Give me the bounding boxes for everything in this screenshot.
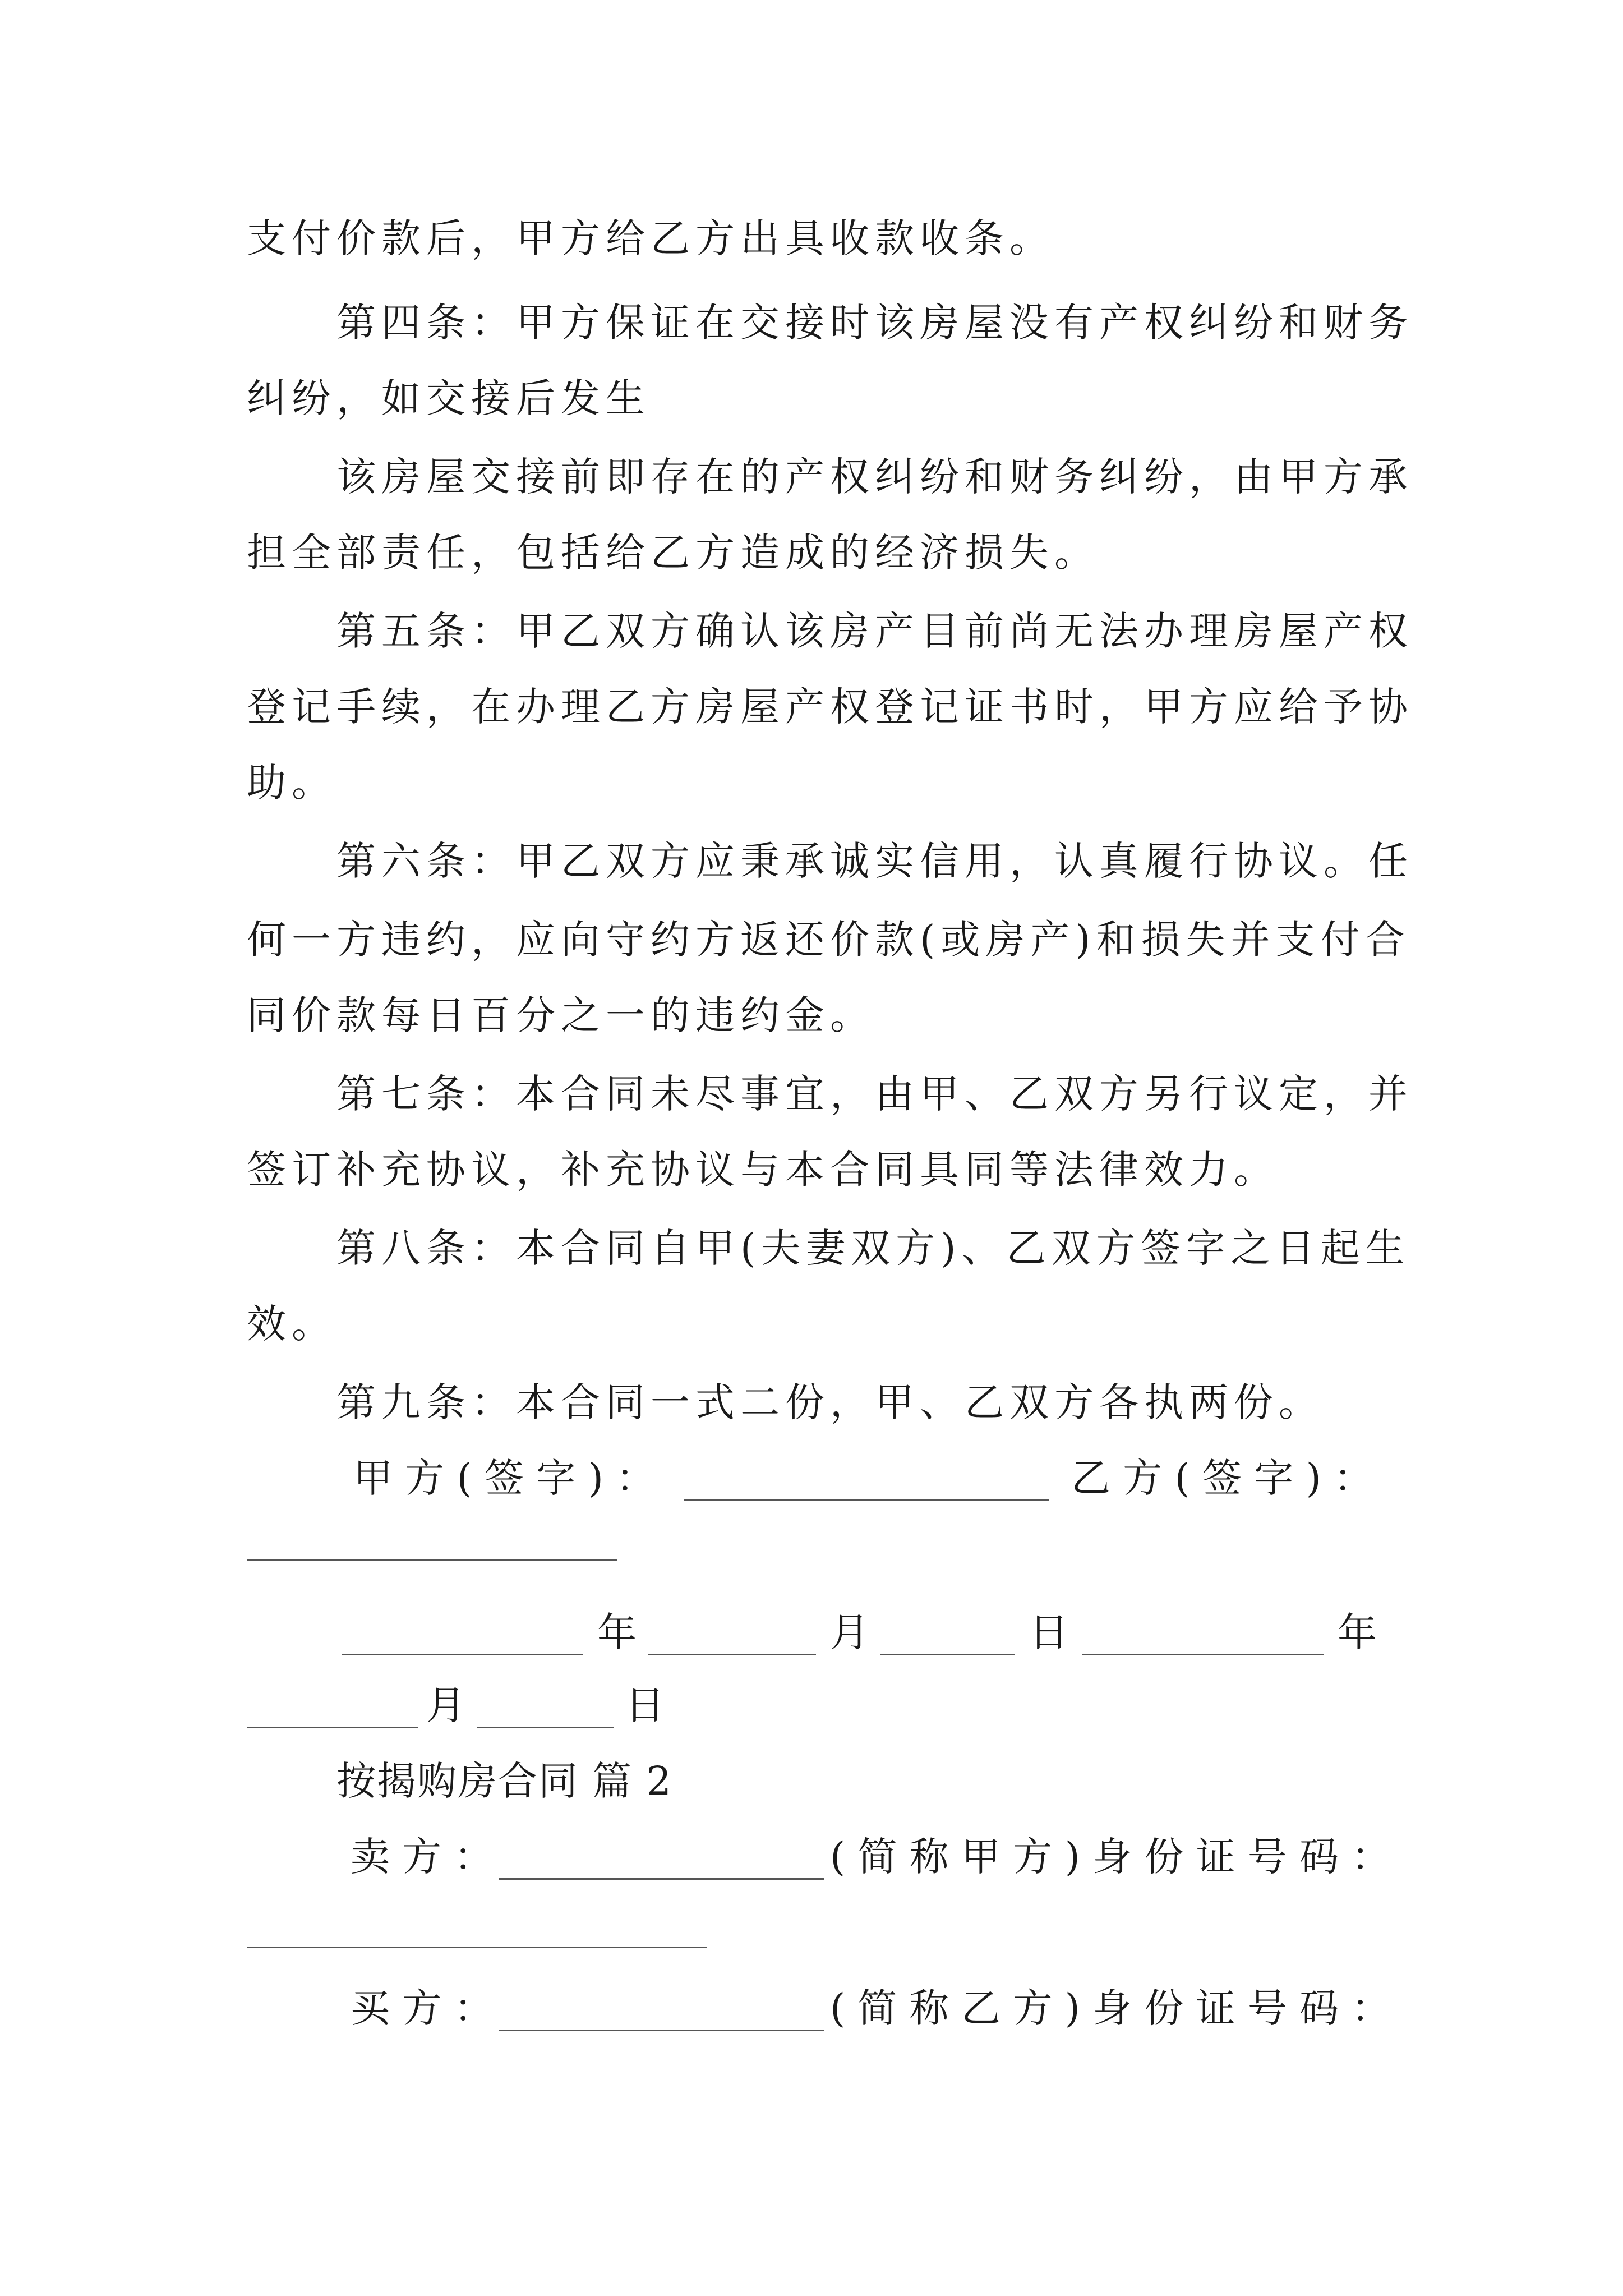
party-b-year-blank[interactable] (1082, 1654, 1324, 1655)
year-label-2: 年 (1338, 1609, 1377, 1655)
article-6-line-1: 第六条：甲乙双方应秉承诚实信用，认真履行协议。任 (336, 838, 1413, 884)
buyer-label: 买 方 ： (351, 1985, 494, 2031)
article-4-line-1: 第四条：甲方保证在交接时该房屋没有产权纠纷和财务 (336, 300, 1413, 346)
article-4b-line-1: 该房屋交接前即存在的产权纠纷和财务纠纷，由甲方承 (336, 454, 1413, 500)
signature-row (353, 1450, 1391, 1506)
article-8-line-1: 第八条：本合同自甲(夫妻双方)、乙双方签字之日起生 (336, 1225, 1410, 1271)
party-a-day-blank[interactable] (880, 1654, 1015, 1655)
party-b-month-blank[interactable] (247, 1727, 418, 1728)
party-a-year-blank[interactable] (342, 1654, 583, 1655)
seller-row (351, 1829, 1394, 1885)
party-b-signature-label: 乙 方 ( 签 字 ) ： (1071, 1455, 1373, 1501)
day-label-2: 日 (625, 1682, 665, 1728)
month-label-2: 月 (426, 1682, 465, 1728)
article-7-line-1: 第七条：本合同未尽事宜，由甲、乙双方另行议定，并 (336, 1071, 1413, 1117)
buyer-id-label: ( 简 称 乙 方 ) 身 份 证 号 码 ： (830, 1985, 1391, 2031)
article-5-line-1: 第五条：甲乙双方确认该房产目前尚无法办理房屋产权 (336, 608, 1413, 654)
article-7-line-2: 签订补充协议，补充协议与本合同具同等法律效力。 (247, 1147, 1279, 1193)
article-4b-line-2: 担全部责任，包括给乙方造成的经济损失。 (247, 530, 1099, 576)
buyer-row (351, 1980, 1394, 2036)
party-b-day-blank[interactable] (477, 1727, 614, 1728)
article-8-line-2: 效。 (247, 1301, 336, 1347)
year-label: 年 (597, 1609, 637, 1655)
seller-id-label: ( 简 称 甲 方 ) 身 份 证 号 码 ： (830, 1834, 1391, 1880)
date-row (247, 1604, 1391, 1660)
seller-label: 卖 方 ： (351, 1834, 494, 1880)
article-6-line-2: 何一方违约，应向守约方返还价款(或房产)和损失并支付合 (247, 917, 1410, 963)
article-6-line-3: 同价款每日百分之一的违约金。 (247, 992, 875, 1038)
date-row-2 (247, 1677, 808, 1733)
party-a-signature-label: 甲 方 ( 签 字 ) ： (353, 1455, 656, 1501)
article-9: 第九条：本合同一式二份，甲、乙双方各执两份。 (336, 1379, 1324, 1425)
seller-name-blank[interactable] (499, 1878, 824, 1880)
section-2-title: 按揭购房合同 篇 2 (336, 1758, 673, 1804)
article-5-line-2: 登记手续，在办理乙方房屋产权登记证书时，甲方应给予协 (247, 684, 1413, 730)
day-label: 日 (1029, 1609, 1068, 1655)
party-a-month-blank[interactable] (648, 1654, 816, 1655)
article-4-line-2: 纠纷，如交接后发生 (247, 375, 651, 421)
month-label: 月 (830, 1609, 869, 1655)
party-b-signature-blank[interactable] (247, 1559, 617, 1561)
party-a-signature-blank[interactable] (684, 1499, 1049, 1501)
seller-id-blank[interactable] (247, 1947, 707, 1948)
paragraph-line: 支付价款后，甲方给乙方出具收款收条。 (247, 215, 1054, 261)
buyer-name-blank[interactable] (499, 2030, 824, 2031)
article-5-line-3: 助。 (247, 760, 336, 806)
